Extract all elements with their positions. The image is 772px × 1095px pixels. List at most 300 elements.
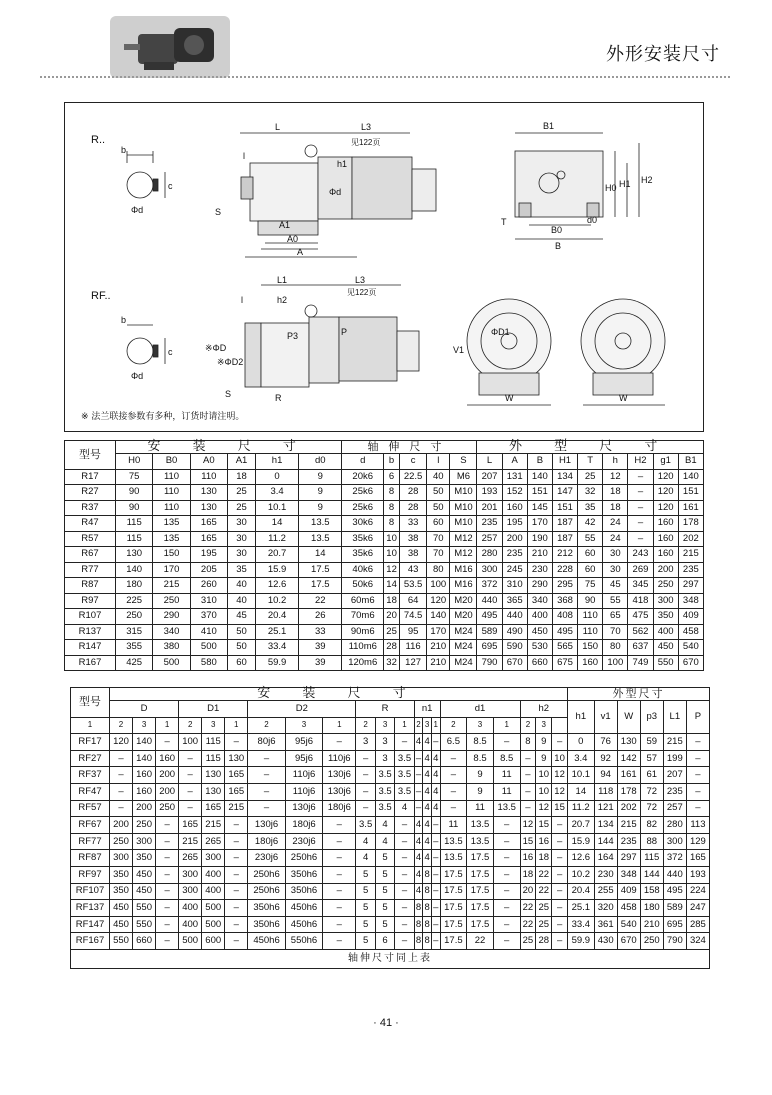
model-cell: R57 bbox=[65, 531, 116, 547]
table-row bbox=[65, 485, 704, 501]
table-cell: 12.6 bbox=[568, 850, 595, 867]
table-cell: 170 bbox=[153, 562, 190, 578]
table-cell: 130j6 bbox=[248, 817, 285, 834]
table-cell: 50 bbox=[427, 485, 450, 501]
group-header: R bbox=[356, 701, 414, 718]
table-cell: 151 bbox=[678, 485, 703, 501]
table-cell: – bbox=[520, 800, 536, 817]
sub-header: 2 bbox=[110, 717, 133, 734]
table-cell: 315 bbox=[116, 624, 153, 640]
table-cell: 290 bbox=[527, 578, 552, 594]
rf-series-dimensions-table bbox=[70, 687, 710, 969]
column-header-row bbox=[65, 454, 704, 470]
table-cell: 130 bbox=[116, 547, 153, 563]
table-cell: 345 bbox=[628, 578, 653, 594]
column-header: A bbox=[502, 454, 527, 470]
table-cell: 33 bbox=[299, 624, 342, 640]
table-cell: 75 bbox=[578, 578, 603, 594]
table-cell: 4 bbox=[414, 817, 423, 834]
table-cell: 15.9 bbox=[255, 562, 298, 578]
table-cell: 22 bbox=[536, 866, 552, 883]
table-row bbox=[71, 817, 710, 834]
table-cell: 5 bbox=[356, 933, 375, 950]
table-cell: 10 bbox=[536, 767, 552, 784]
table-cell: 17.5 bbox=[440, 916, 467, 933]
table-cell: 200 bbox=[653, 562, 678, 578]
table-cell: 160 bbox=[156, 750, 179, 767]
table-cell: 165 bbox=[202, 800, 225, 817]
table-cell: 187 bbox=[552, 516, 577, 532]
sub-header: 2 bbox=[440, 717, 467, 734]
table-cell: 76 bbox=[594, 734, 617, 751]
table-cell: M20 bbox=[450, 593, 477, 609]
table-cell: 660 bbox=[527, 655, 552, 671]
table-cell: – bbox=[225, 900, 248, 917]
table-cell: 151 bbox=[527, 485, 552, 501]
table-cell: – bbox=[156, 900, 179, 917]
table-cell: 372 bbox=[477, 578, 502, 594]
table-cell: 70 bbox=[427, 531, 450, 547]
table-row bbox=[71, 900, 710, 917]
table-cell: 243 bbox=[628, 547, 653, 563]
svg-text:Φd: Φd bbox=[131, 371, 144, 381]
table-cell: 43 bbox=[400, 562, 427, 578]
table-cell: 3 bbox=[375, 734, 394, 751]
shaft-key-profile-r bbox=[121, 145, 173, 215]
svg-text:H2: H2 bbox=[641, 175, 653, 185]
table-cell: 8.5 bbox=[467, 750, 494, 767]
table-cell: 165 bbox=[225, 783, 248, 800]
table-cell: 340 bbox=[153, 624, 190, 640]
model-cell: RF57 bbox=[71, 800, 110, 817]
table-cell: 4 bbox=[414, 734, 423, 751]
table-cell: 24 bbox=[603, 531, 628, 547]
table-cell: 144 bbox=[640, 866, 663, 883]
table-cell: 28 bbox=[400, 500, 427, 516]
shaft-key-profile-rf bbox=[121, 315, 173, 381]
table-cell: 33.4 bbox=[255, 640, 298, 656]
table-cell: 152 bbox=[502, 485, 527, 501]
table-cell: 310 bbox=[502, 578, 527, 594]
page-number: · 41 · bbox=[373, 1017, 399, 1029]
table-row bbox=[65, 516, 704, 532]
table-cell: 550 bbox=[133, 916, 156, 933]
table-cell: 72 bbox=[640, 783, 663, 800]
table-cell: 11 bbox=[467, 800, 494, 817]
table-cell: 165 bbox=[190, 531, 227, 547]
table-cell: 115 bbox=[202, 750, 225, 767]
table-cell: 200 bbox=[156, 767, 179, 784]
table-cell: – bbox=[156, 916, 179, 933]
table-cell: 207 bbox=[477, 469, 502, 485]
svg-text:S: S bbox=[225, 389, 232, 399]
model-cell: R147 bbox=[65, 640, 116, 656]
table-cell: – bbox=[440, 800, 467, 817]
table-cell: 92 bbox=[594, 750, 617, 767]
table-cell: 6 bbox=[384, 469, 400, 485]
table-cell: – bbox=[395, 833, 414, 850]
table-cell: 300 bbox=[477, 562, 502, 578]
group-header-row bbox=[71, 701, 710, 718]
table-cell: 35k6 bbox=[342, 547, 384, 563]
table-cell: 25 bbox=[228, 500, 256, 516]
table-cell: 12 bbox=[552, 783, 568, 800]
table-cell: 235 bbox=[678, 562, 703, 578]
table-cell: 25k6 bbox=[342, 500, 384, 516]
table-cell: 4 bbox=[423, 850, 432, 867]
table-footer-note: 轴伸尺寸同上表 bbox=[71, 949, 710, 968]
table-cell: 17.5 bbox=[299, 562, 342, 578]
table-cell: 130 bbox=[202, 767, 225, 784]
table-row bbox=[71, 800, 710, 817]
table-cell: 161 bbox=[678, 500, 703, 516]
svg-text:b: b bbox=[121, 145, 127, 155]
table-cell: 200 bbox=[110, 817, 133, 834]
table-cell: 297 bbox=[617, 850, 640, 867]
table-cell: 165 bbox=[686, 850, 709, 867]
table-cell: 17.5 bbox=[467, 900, 494, 917]
table-cell: 257 bbox=[663, 800, 686, 817]
svg-text:A1: A1 bbox=[279, 220, 291, 230]
model-cell: R27 bbox=[65, 485, 116, 501]
table-cell: 10 bbox=[552, 750, 568, 767]
table-cell: 110m6 bbox=[342, 640, 384, 656]
table-cell: 39 bbox=[299, 655, 342, 671]
table-cell: 224 bbox=[686, 883, 709, 900]
table-cell: 8 bbox=[520, 734, 536, 751]
model-cell: R67 bbox=[65, 547, 116, 563]
table-cell: – bbox=[156, 833, 179, 850]
table-cell: 250h6 bbox=[248, 866, 285, 883]
table-row bbox=[71, 866, 710, 883]
table-cell: M10 bbox=[450, 516, 477, 532]
sub-header: 1 bbox=[493, 717, 520, 734]
table-cell: 165 bbox=[179, 817, 202, 834]
table-row bbox=[71, 850, 710, 867]
table-cell: 150 bbox=[578, 640, 603, 656]
table-cell: 265 bbox=[179, 850, 202, 867]
sub-header: 1 bbox=[225, 717, 248, 734]
table-cell: – bbox=[686, 783, 709, 800]
table-cell: 33.4 bbox=[568, 916, 595, 933]
svg-text:c: c bbox=[168, 347, 173, 357]
table-cell: – bbox=[628, 531, 653, 547]
svg-text:h2: h2 bbox=[277, 295, 288, 305]
column-header: h1 bbox=[568, 701, 595, 734]
rf-flange-view-2 bbox=[581, 299, 665, 405]
table-cell: 660 bbox=[133, 933, 156, 950]
table-cell: 5 bbox=[356, 883, 375, 900]
table-cell: – bbox=[520, 750, 536, 767]
model-cell: RF37 bbox=[71, 767, 110, 784]
table-cell: 61 bbox=[640, 767, 663, 784]
table-cell: 458 bbox=[617, 900, 640, 917]
table-cell: 250 bbox=[153, 593, 190, 609]
sub-header: 2 bbox=[520, 717, 536, 734]
table-cell: 550 bbox=[653, 655, 678, 671]
table-cell: 300 bbox=[663, 833, 686, 850]
table-cell: 120 bbox=[653, 485, 678, 501]
table-cell: 88 bbox=[640, 833, 663, 850]
table-cell: 18 bbox=[536, 850, 552, 867]
table-cell: – bbox=[225, 734, 248, 751]
table-cell: 120 bbox=[653, 469, 678, 485]
table-cell: 39 bbox=[299, 640, 342, 656]
table-cell: 3 bbox=[356, 734, 375, 751]
table-cell: 57 bbox=[640, 750, 663, 767]
table-cell: 18 bbox=[228, 469, 256, 485]
svg-text:※ΦD: ※ΦD bbox=[205, 343, 227, 353]
table-cell: – bbox=[686, 750, 709, 767]
table-cell: 350 bbox=[110, 866, 133, 883]
column-header: v1 bbox=[594, 701, 617, 734]
table-cell: 135 bbox=[153, 531, 190, 547]
model-cell: R17 bbox=[65, 469, 116, 485]
table-cell: 210 bbox=[427, 640, 450, 656]
table-cell: 4 bbox=[423, 734, 432, 751]
table-cell: 140 bbox=[427, 609, 450, 625]
table-cell: 230 bbox=[594, 866, 617, 883]
table-cell: 25k6 bbox=[342, 485, 384, 501]
table-cell: 450 bbox=[527, 624, 552, 640]
table-cell: 70 bbox=[603, 624, 628, 640]
table-cell: 550h6 bbox=[285, 933, 322, 950]
table-cell: 225 bbox=[116, 593, 153, 609]
table-cell: 30 bbox=[603, 547, 628, 563]
table-cell: 95j6 bbox=[285, 734, 322, 751]
table-cell: 490 bbox=[502, 624, 527, 640]
table-cell: 38 bbox=[400, 531, 427, 547]
table-cell: 670 bbox=[617, 933, 640, 950]
table-cell: 193 bbox=[477, 485, 502, 501]
table-cell: 45 bbox=[228, 609, 256, 625]
column-header: T bbox=[578, 454, 603, 470]
table-cell: 15.9 bbox=[568, 833, 595, 850]
table-cell: 450h6 bbox=[285, 900, 322, 917]
table-cell: – bbox=[493, 850, 520, 867]
model-cell: R137 bbox=[65, 624, 116, 640]
table-cell: 790 bbox=[663, 933, 686, 950]
table-cell: 675 bbox=[552, 655, 577, 671]
sub-header: 1 bbox=[323, 717, 356, 734]
table-cell: 250 bbox=[640, 933, 663, 950]
table-cell: 295 bbox=[552, 578, 577, 594]
column-header: L1 bbox=[663, 701, 686, 734]
table-cell: 300 bbox=[179, 883, 202, 900]
table-cell: 320 bbox=[594, 900, 617, 917]
table-cell: 215 bbox=[678, 547, 703, 563]
table-cell: 17.5 bbox=[440, 933, 467, 950]
table-cell: 350 bbox=[133, 850, 156, 867]
table-cell: 230 bbox=[527, 562, 552, 578]
table-cell: 113 bbox=[686, 817, 709, 834]
table-cell: 425 bbox=[116, 655, 153, 671]
install-group-header: 安 装 尺 寸 bbox=[110, 688, 568, 701]
table-cell: 440 bbox=[477, 593, 502, 609]
table-cell: 400 bbox=[202, 883, 225, 900]
table-cell: 3.5 bbox=[395, 783, 414, 800]
table-cell: – bbox=[225, 850, 248, 867]
table-cell: – bbox=[686, 767, 709, 784]
sub-header: 3 bbox=[285, 717, 322, 734]
svg-text:P: P bbox=[341, 327, 348, 337]
table-row bbox=[71, 734, 710, 751]
table-cell: 202 bbox=[617, 800, 640, 817]
table-cell: 60m6 bbox=[342, 593, 384, 609]
sub-header: 3 bbox=[133, 717, 156, 734]
table-cell: 134 bbox=[552, 469, 577, 485]
column-header: h bbox=[603, 454, 628, 470]
svg-text:R: R bbox=[275, 393, 282, 403]
table-cell: 500 bbox=[202, 900, 225, 917]
table-cell: M20 bbox=[450, 609, 477, 625]
table-cell: 160 bbox=[133, 767, 156, 784]
table-cell: 100 bbox=[179, 734, 202, 751]
table-cell: 18 bbox=[603, 500, 628, 516]
table-cell: 410 bbox=[190, 624, 227, 640]
table-cell: – bbox=[552, 817, 568, 834]
sub-header: 2 bbox=[414, 717, 423, 734]
table-cell: M24 bbox=[450, 655, 477, 671]
table-cell: – bbox=[414, 783, 423, 800]
table-cell: 145 bbox=[527, 500, 552, 516]
table-cell: 207 bbox=[663, 767, 686, 784]
table-cell: 164 bbox=[594, 850, 617, 867]
table-cell: – bbox=[552, 850, 568, 867]
column-header: A0 bbox=[190, 454, 227, 470]
table-cell: 11.2 bbox=[568, 800, 595, 817]
table-cell: 90 bbox=[116, 485, 153, 501]
table-cell: 9 bbox=[299, 469, 342, 485]
table-cell: – bbox=[156, 734, 179, 751]
table-cell: 215 bbox=[179, 833, 202, 850]
table-cell: M24 bbox=[450, 624, 477, 640]
table-cell: 790 bbox=[477, 655, 502, 671]
table-cell: 0 bbox=[568, 734, 595, 751]
table-row bbox=[65, 609, 704, 625]
table-cell: 9 bbox=[467, 767, 494, 784]
table-cell: – bbox=[156, 850, 179, 867]
table-cell: 215 bbox=[663, 734, 686, 751]
table-cell: 22 bbox=[536, 883, 552, 900]
table-cell: – bbox=[493, 883, 520, 900]
table-cell: 25 bbox=[536, 900, 552, 917]
table-cell: 130 bbox=[202, 783, 225, 800]
table-cell: – bbox=[179, 783, 202, 800]
table-cell: – bbox=[493, 933, 520, 950]
group-header: d1 bbox=[440, 701, 520, 718]
column-header: A1 bbox=[228, 454, 256, 470]
table-cell: 10 bbox=[536, 783, 552, 800]
svg-text:B0: B0 bbox=[551, 225, 563, 235]
table-cell: 129 bbox=[686, 833, 709, 850]
table-cell: 297 bbox=[678, 578, 703, 594]
table-cell: 59.9 bbox=[255, 655, 298, 671]
table-cell: 670 bbox=[678, 655, 703, 671]
table-cell: 355 bbox=[116, 640, 153, 656]
svg-text:A0: A0 bbox=[287, 234, 299, 244]
table-cell: – bbox=[628, 500, 653, 516]
label-rf: RF.. bbox=[91, 290, 111, 302]
table-cell: 142 bbox=[617, 750, 640, 767]
outer-group-header: 外型尺寸 bbox=[568, 688, 710, 701]
table-cell: 28 bbox=[536, 933, 552, 950]
table-cell: 280 bbox=[477, 547, 502, 563]
table-cell: 8 bbox=[423, 883, 432, 900]
table-cell: 140 bbox=[116, 562, 153, 578]
table-cell: 26 bbox=[299, 609, 342, 625]
sub-header: 1 bbox=[156, 717, 179, 734]
table-cell: 200 bbox=[133, 800, 156, 817]
table-cell: 195 bbox=[502, 516, 527, 532]
table-cell: 20.4 bbox=[568, 883, 595, 900]
table-cell: 250h6 bbox=[285, 850, 322, 867]
svg-text:V1: V1 bbox=[453, 345, 465, 355]
model-cell: R77 bbox=[65, 562, 116, 578]
table-cell: – bbox=[225, 883, 248, 900]
table-cell: 25 bbox=[536, 916, 552, 933]
table-cell: 350h6 bbox=[285, 866, 322, 883]
sub-header: 2 bbox=[356, 717, 375, 734]
table-cell: 200 bbox=[156, 783, 179, 800]
table-cell: 550 bbox=[110, 933, 133, 950]
table-cell: 4 bbox=[414, 833, 423, 850]
table-cell: 250h6 bbox=[248, 883, 285, 900]
table-cell: 550 bbox=[133, 900, 156, 917]
table-cell: 195 bbox=[190, 547, 227, 563]
table-cell: 170 bbox=[427, 624, 450, 640]
table-cell: 18 bbox=[520, 866, 536, 883]
table-cell: 20k6 bbox=[342, 469, 384, 485]
table-cell: 4 bbox=[431, 767, 440, 784]
table-cell: 12 bbox=[552, 767, 568, 784]
model-cell: RF167 bbox=[71, 933, 110, 950]
table-cell: 11.2 bbox=[255, 531, 298, 547]
sub-header: 1 bbox=[71, 717, 110, 734]
table-cell: 430 bbox=[594, 933, 617, 950]
table-cell: 165 bbox=[190, 516, 227, 532]
table-cell: 589 bbox=[663, 900, 686, 917]
svg-text:A: A bbox=[297, 247, 304, 257]
table-cell: 215 bbox=[202, 817, 225, 834]
table-cell: 11 bbox=[440, 817, 467, 834]
table-cell: 265 bbox=[202, 833, 225, 850]
table-cell: – bbox=[110, 767, 133, 784]
table-cell: 35 bbox=[228, 562, 256, 578]
table-cell: 75 bbox=[116, 469, 153, 485]
table-cell: 4 bbox=[423, 833, 432, 850]
table-cell: 65 bbox=[603, 609, 628, 625]
table-cell: 324 bbox=[686, 933, 709, 950]
label-r: R.. bbox=[91, 134, 106, 146]
table-cell: 8 bbox=[423, 916, 432, 933]
model-cell: R47 bbox=[65, 516, 116, 532]
table-cell: – bbox=[395, 916, 414, 933]
table-cell: 8 bbox=[414, 933, 423, 950]
table-cell: 13.5 bbox=[467, 817, 494, 834]
table-cell: 150 bbox=[153, 547, 190, 563]
table-cell: 408 bbox=[552, 609, 577, 625]
table-cell: 15 bbox=[552, 800, 568, 817]
table-cell: 147 bbox=[552, 485, 577, 501]
table-cell: 670 bbox=[502, 655, 527, 671]
table-cell: 24 bbox=[603, 516, 628, 532]
table-cell: 450 bbox=[110, 900, 133, 917]
svg-text:L: L bbox=[275, 122, 281, 132]
table-cell: – bbox=[686, 800, 709, 817]
column-header: H2 bbox=[628, 454, 653, 470]
table-cell: – bbox=[156, 933, 179, 950]
